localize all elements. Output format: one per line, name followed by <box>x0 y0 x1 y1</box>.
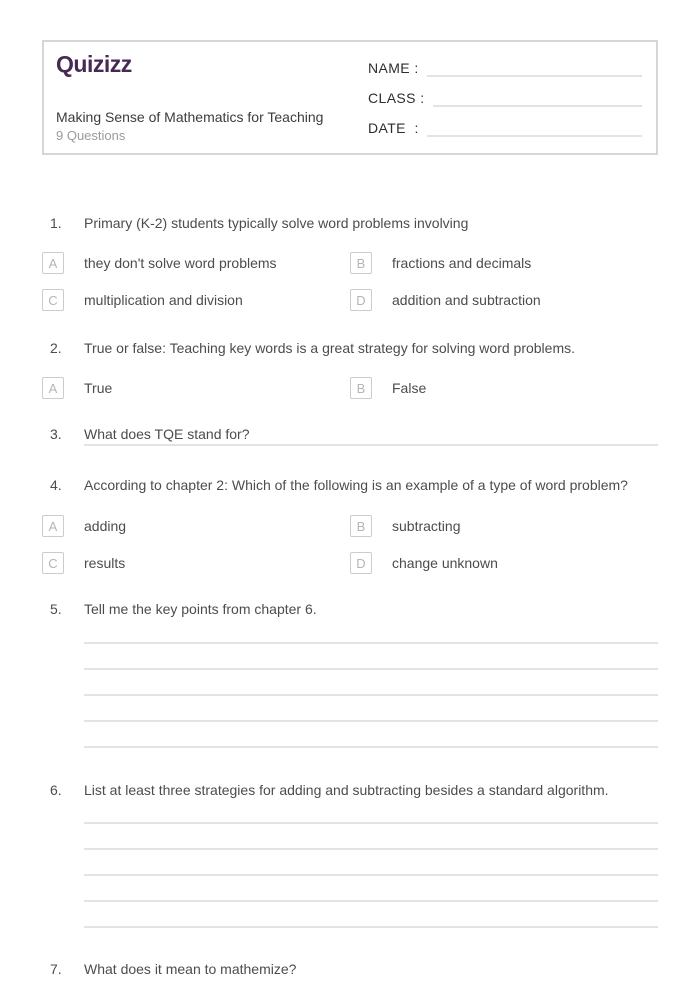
name-label: NAME : <box>368 60 419 76</box>
option-letter-box: A <box>42 252 64 274</box>
answer-line <box>84 670 658 696</box>
question-sheet <box>42 213 658 979</box>
class-field-row <box>368 78 642 108</box>
option-letter-box: B <box>350 515 372 537</box>
question-3-text: What does TQE stand for? <box>84 426 250 442</box>
question-1-option-c <box>42 289 350 311</box>
name-write-line <box>427 64 642 77</box>
answer-line <box>84 824 658 850</box>
question-1-options-row-1 <box>42 252 658 274</box>
option-label: results <box>84 555 126 571</box>
question-4-options-row-2 <box>42 552 658 574</box>
option-letter-box: C <box>42 289 64 311</box>
option-label: they don't solve word problems <box>84 255 277 271</box>
question-2 <box>42 338 658 399</box>
option-letter-box: A <box>42 377 64 399</box>
question-1 <box>42 213 658 311</box>
question-1-option-d <box>350 289 658 311</box>
question-2-option-a <box>42 377 350 399</box>
question-5-number: 5. <box>50 601 62 617</box>
answer-line <box>84 644 658 670</box>
answer-line <box>84 722 658 748</box>
class-label: CLASS : <box>368 90 425 106</box>
date-field-row <box>368 108 642 138</box>
question-5-answer-lines <box>84 619 658 748</box>
question-1-number: 1. <box>50 215 62 231</box>
question-3-number: 3. <box>50 426 62 442</box>
option-letter-box: D <box>350 289 372 311</box>
question-6-number: 6. <box>50 782 62 798</box>
date-label: DATE : <box>368 120 419 136</box>
option-letter-box: B <box>350 377 372 399</box>
question-6-text: List at least three strategies for adding and subtracting besides a standard algorithm. <box>84 782 609 798</box>
question-4-option-a <box>42 515 350 537</box>
option-letter-box: D <box>350 552 372 574</box>
option-label: False <box>392 380 427 396</box>
answer-line <box>84 876 658 902</box>
question-count: 9 Questions <box>56 128 126 143</box>
answer-line <box>84 902 658 928</box>
header-fields <box>368 42 656 153</box>
header-left <box>44 42 368 153</box>
option-label: True <box>84 380 113 396</box>
question-4-number: 4. <box>50 477 62 493</box>
answer-line <box>84 619 658 644</box>
question-1-options-row-2 <box>42 289 658 311</box>
option-letter-box: B <box>350 252 372 274</box>
answer-line <box>84 444 658 446</box>
answer-line <box>84 850 658 876</box>
question-4-text: According to chapter 2: Which of the following is an example of a type of word problem? <box>84 477 628 493</box>
option-label: addition and subtraction <box>392 292 541 308</box>
question-5 <box>42 599 658 748</box>
option-label: fractions and decimals <box>392 255 532 271</box>
question-1-option-a <box>42 252 350 274</box>
question-2-options-row-1 <box>42 377 658 399</box>
option-letter-box: A <box>42 515 64 537</box>
question-4-option-d <box>350 552 658 574</box>
question-2-option-b <box>350 377 658 399</box>
question-5-text: Tell me the key points from chapter 6. <box>84 601 317 617</box>
question-7-number: 7. <box>50 961 62 977</box>
question-2-text: True or false: Teaching key words is a great strategy for solving word problems. <box>84 340 575 356</box>
option-label: multiplication and division <box>84 292 243 308</box>
class-write-line <box>433 94 643 107</box>
worksheet-title: Making Sense of Mathematics for Teaching <box>56 109 324 125</box>
name-field-row <box>368 48 642 78</box>
quizizz-logo: Quizizz <box>56 51 132 77</box>
question-4 <box>42 475 658 574</box>
option-label: change unknown <box>392 555 498 571</box>
question-4-option-b <box>350 515 658 537</box>
question-7-text: What does it mean to mathemize? <box>84 961 297 977</box>
question-4-options-row-1 <box>42 515 658 537</box>
answer-line <box>84 696 658 722</box>
option-letter-box: C <box>42 552 64 574</box>
title-block <box>56 108 368 144</box>
date-write-line <box>427 124 642 137</box>
question-1-option-b <box>350 252 658 274</box>
option-label: subtracting <box>392 518 461 534</box>
question-6-answer-lines <box>84 800 658 928</box>
question-3 <box>42 424 658 446</box>
question-4-option-c <box>42 552 350 574</box>
answer-line <box>84 800 658 824</box>
question-6 <box>42 780 658 928</box>
question-2-number: 2. <box>50 340 62 356</box>
question-1-text: Primary (K-2) students typically solve word problems involving <box>84 215 469 231</box>
option-label: adding <box>84 518 127 534</box>
question-7 <box>42 959 658 979</box>
worksheet-header <box>42 40 658 155</box>
